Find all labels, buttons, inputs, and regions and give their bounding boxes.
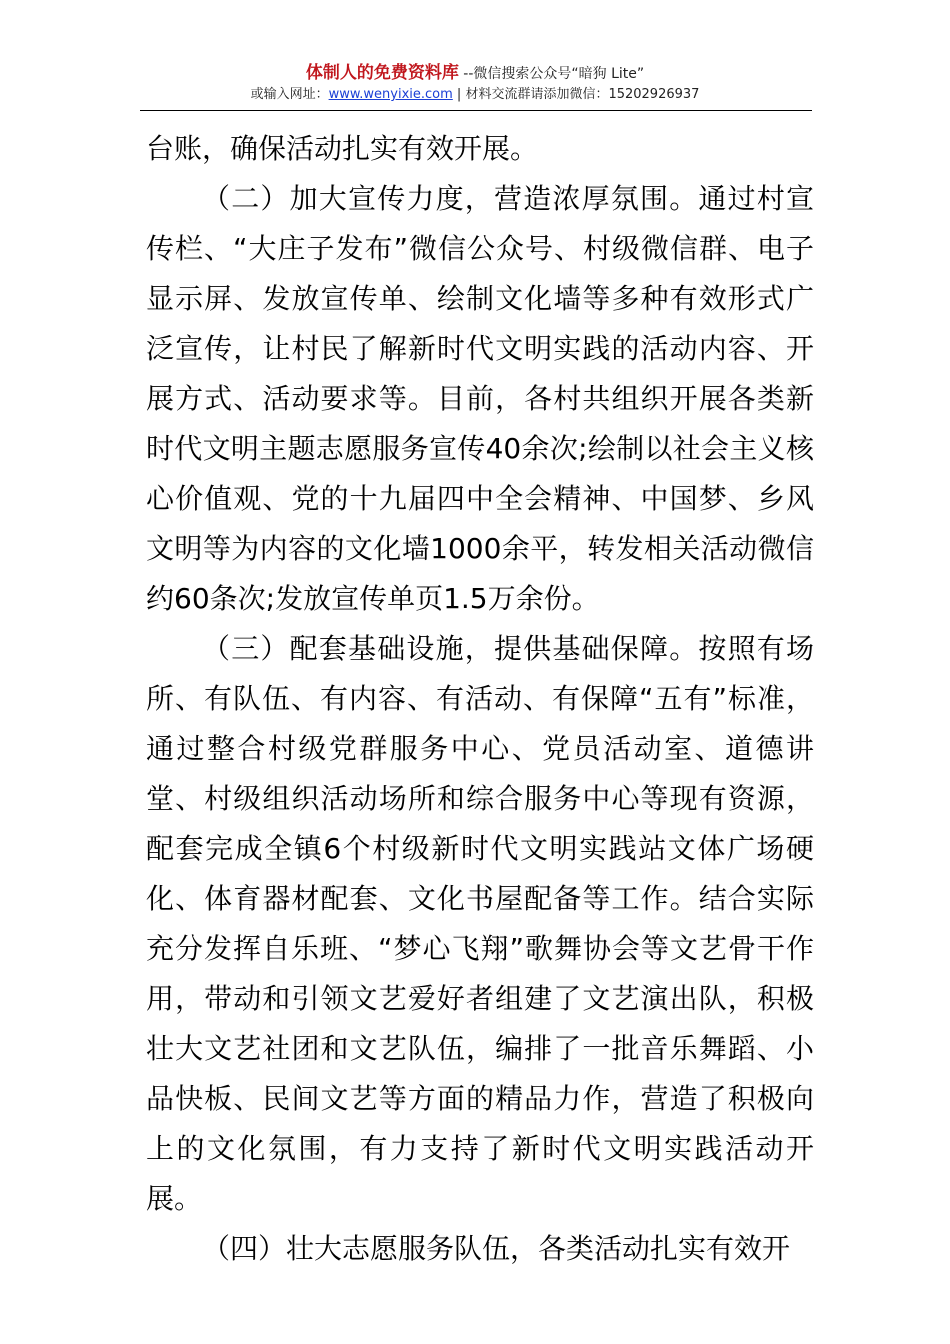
header-contact-line bbox=[0, 85, 950, 104]
paragraph-publicity: （二）加大宣传力度，营造浓厚氛围。通过村宣传栏、“大庄子发布”微信公众号、村级微信群、电子显示屏、发放宣传单、绘制文化墙等多种有效形式广泛宣传，让村民了解新时代文明实践的活动内容、开展方式、活动要求等。目前，各村共组织开展各类新时代文明主题志愿服务宣传40余次;绘制以社会主义核心价值观、党的十九届四中全会精神、中国梦、乡风文明等为内容的文化墙1000余平，转发相关活动微信约60条次;发放宣传单页1.5万余份。 bbox=[146, 182, 814, 615]
paragraph-infrastructure: （三）配套基础设施，提供基础保障。按照有场所、有队伍、有内容、有活动、有保障“五有”标准，通过整合村级党群服务中心、党员活动室、道德讲堂、村级组织活动场所和综合服务中心等现有资源，配套完成全镇6个村级新时代文明实践站文体广场硬化、体育器材配套、文化书屋配备等工作。结合实际充分发挥自乐班、“梦心飞翔”歌舞协会等文艺骨干作用，带动和引领文艺爱好者组建了文艺演出队，积极壮大文艺社团和文艺队伍，编排了一批音乐舞蹈、小品快板、民间文艺等方面的精品力作，营造了积极向上的文化氛围，有力支持了新时代文明实践活动开展。 bbox=[146, 632, 814, 1215]
page-header bbox=[0, 62, 950, 104]
header-contact: | 材料交流群请添加微信：15202926937 bbox=[452, 87, 700, 102]
header-brand: 体制人的免费资料库 bbox=[305, 63, 459, 83]
header-url-prefix: 或输入网址： bbox=[250, 87, 329, 102]
header-divider bbox=[140, 110, 812, 111]
header-title-line bbox=[0, 62, 950, 85]
document-body bbox=[146, 124, 814, 1274]
paragraph-continuation: 台账，确保活动扎实有效开展。 bbox=[146, 132, 539, 165]
paragraph-volunteers: （四）壮大志愿服务队伍，各类活动扎实有效开 bbox=[202, 1232, 791, 1265]
header-tagline: --微信搜索公众号“暗狗 Lite” bbox=[458, 66, 645, 82]
header-website-link[interactable]: www.wenyixie.com bbox=[328, 87, 453, 102]
